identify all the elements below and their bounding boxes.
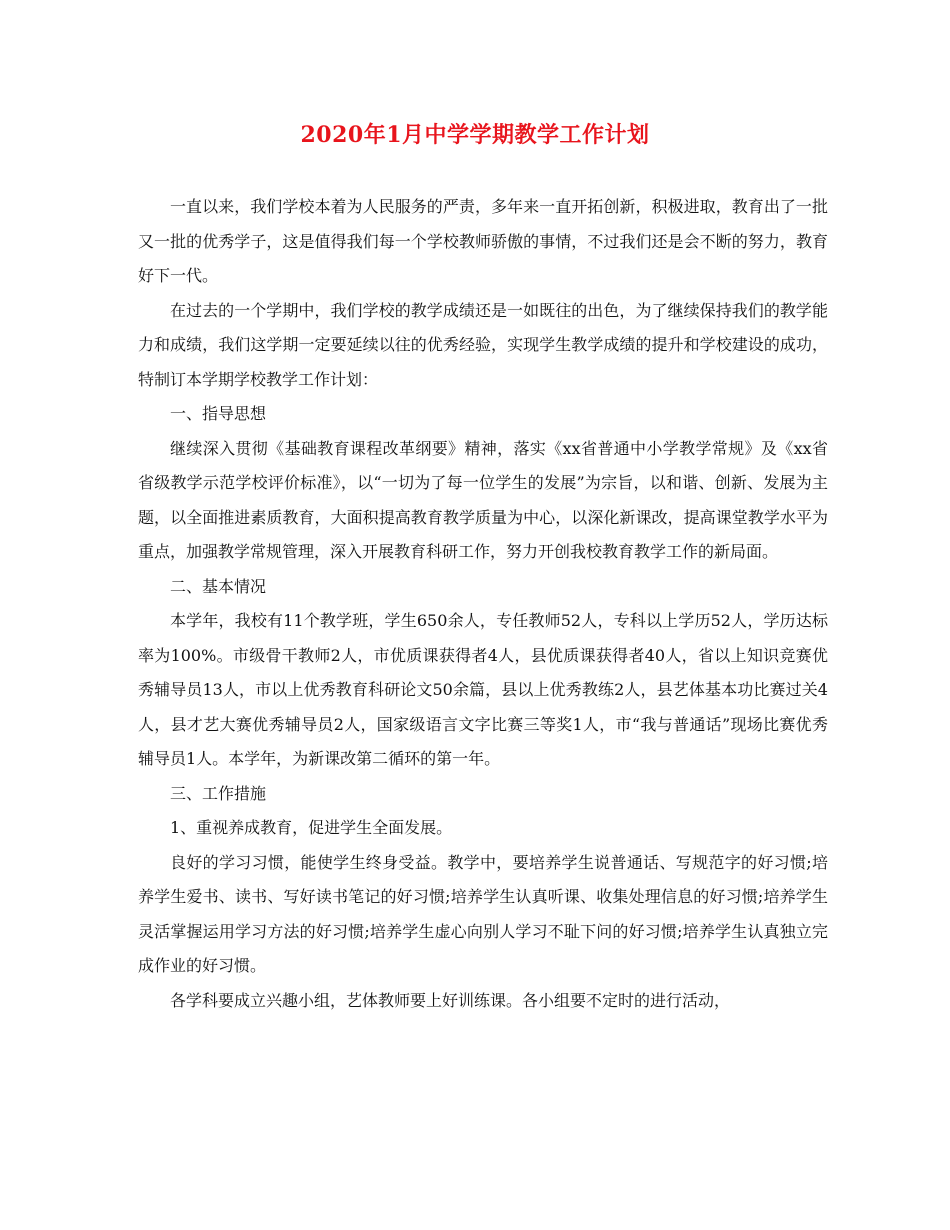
section-heading-work-measures: 三、工作措施 bbox=[170, 783, 267, 803]
paragraph-intro: 一直以来，我们学校本着为人民服务的严责，多年来一直开拓创新，积极进取，教育出了一批又一批的优秀学子，这是值得我们每一个学校教师骄傲的事情，不过我们还是会不断的努力，教育好下一代。 bbox=[138, 197, 828, 285]
document-body bbox=[138, 190, 828, 1018]
paragraph-guiding-ideology: 继续深入贯彻《基础教育课程改革纲要》精神，落实《xx省普通中小学教学常规》及《xx省省级教学示范学校评价标准》，以“一切为了每一位学生的发展”为宗旨，以和谐、创新、发展为主题，以全面推进素质教育，大面积提高教育教学质量为中心，以深化新课改，提高课堂教学水平为重点，加强教学常规管理，深入开展教育科研工作，努力开创我校教育教学工作的新局面。 bbox=[138, 438, 828, 561]
subheading-habit-education: 1、重视养成教育，促进学生全面发展。 bbox=[170, 818, 453, 837]
paragraph-interest-groups: 各学科要成立兴趣小组，艺体教师要上好训练课。各小组要不定时的进行活动， bbox=[170, 990, 731, 1010]
paragraph-past-semester: 在过去的一个学期中，我们学校的教学成绩还是一如既往的出色，为了继续保持我们的教学能力和成绩，我们这学期一定要延续以往的优秀经验，实现学生教学成绩的提升和学校建设的成功，特制订本学期学校教学工作计划： bbox=[138, 300, 828, 389]
section-heading-guiding-ideology: 一、指导思想 bbox=[170, 404, 267, 423]
document-title: 2020年1月中学学期教学工作计划 bbox=[300, 122, 650, 148]
section-heading-basic-situation: 二、基本情况 bbox=[170, 576, 267, 596]
paragraph-basic-situation: 本学年，我校有11个教学班，学生650余人，专任教师52人，专科以上学历52人，学历达标率为100%。市级骨干教师2人，市优质课获得者4人，县优质课获得者40人，省以上知识竞赛优秀辅导员13人，市以上优秀教育科研论文50余篇，县以上优秀教练2人，县艺体基本功比赛过关4人，县才艺大赛优秀辅导员2人，国家级语言文字比赛三等奖1人，市“我与普通话”现场比赛优秀辅导员1人。本学年，为新课改第二循环的第一年。 bbox=[138, 611, 828, 768]
paragraph-study-habits: 良好的学习习惯，能使学生终身受益。教学中，要培养学生说普通话、写规范字的好习惯;培养学生爱书、读书、写好读书笔记的好习惯;培养学生认真听课、收集处理信息的好习惯;培养学生灵活掌握运用学习方法的好习惯;培养学生虚心向别人学习不耻下问的好习惯;培养学生认真独立完成作业的好习惯。 bbox=[138, 852, 828, 975]
